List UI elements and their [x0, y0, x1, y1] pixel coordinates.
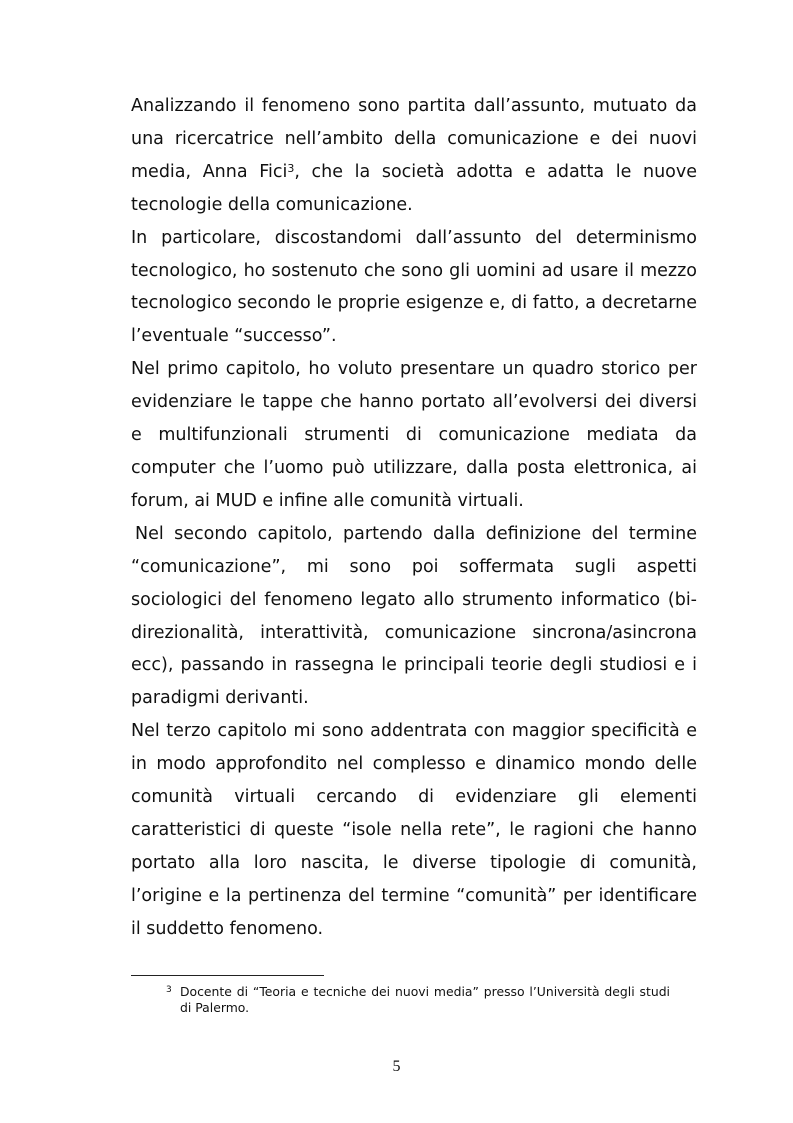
paragraph-2: In particolare, discostandomi dall’assunto del determinismo tecnologico, ho sostenuto che sono gli uomini ad usare il mezzo tecnologico secondo le proprie esigenze e, di fatto, a decretarne l’eventuale “successo”.	[131, 227, 697, 347]
paragraph-1	[131, 90, 697, 222]
footnote-reference[interactable]: 3	[287, 161, 295, 175]
footnote-separator	[131, 975, 324, 976]
paragraph-1-text: Analizzando il fenomeno sono partita dall’assunto, mutuato da una ricercatrice nell’ambito della comunicazione e dei nuovi media, Anna Fici	[131, 96, 697, 182]
body-text	[131, 90, 697, 946]
footnote-mark: 3	[166, 985, 172, 995]
footnote	[166, 984, 670, 1016]
page-number: 5	[392, 1058, 401, 1075]
paragraph-5: Nel terzo capitolo mi sono addentrata con maggior specificità e in modo approfondito nel complesso e dinamico mondo delle comunità virtuali cercando di evidenziare gli elementi caratteristici di queste “isole nella rete”, le ragioni che hanno portato alla loro nascita, le diverse tipologie di comunità, l’origine e la pertinenza del termine “comunità” per identificare il suddetto fenomeno.	[131, 721, 697, 939]
paragraph-4: Nel secondo capitolo, partendo dalla definizione del termine “comunicazione”, mi sono poi soffermata sugli aspetti sociologici del fenomeno legato allo strumento informatico (bi-direzionalità, interattività, comunicazione sincrona/asincrona ecc), passando in rassegna le principali teorie degli studiosi e i paradigmi derivanti.	[131, 523, 697, 709]
paragraph-1-text-cont: , che la società adotta e adatta le nuove tecnologie della comunicazione.	[131, 161, 698, 215]
paragraph-3: Nel primo capitolo, ho voluto presentare un quadro storico per evidenziare le tappe che hanno portato all’evolversi dei diversi e multifunzionali strumenti di comunicazione mediata da computer che l’uomo può utilizzare, dalla posta elettronica, ai forum, ai MUD e infine alle comunità virtuali.	[131, 359, 697, 511]
footnote-text: Docente di “Teoria e tecniche dei nuovi media” presso l’Università degli studi di Palermo.	[180, 984, 670, 1015]
